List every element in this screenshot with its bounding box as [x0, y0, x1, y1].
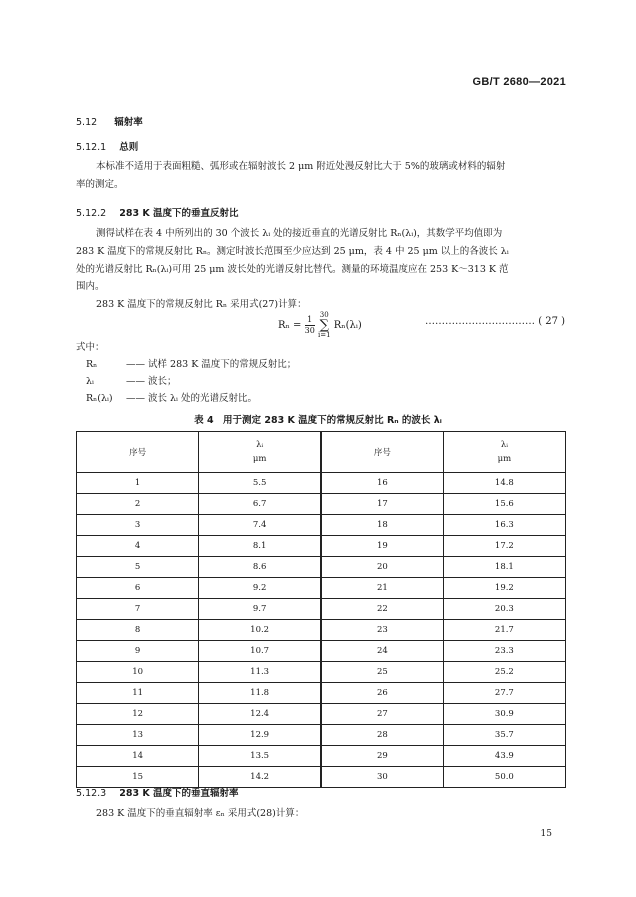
wavelength-cell: 13.5 — [199, 746, 321, 767]
seq-cell: 28 — [321, 725, 443, 746]
header-seq-2: 序号 — [321, 432, 443, 473]
section-title: 283 K 温度下的垂直辐射率 — [119, 788, 239, 799]
seq-cell: 6 — [77, 578, 199, 599]
wavelength-cell: 15.6 — [443, 494, 565, 515]
table-header-row — [77, 432, 566, 473]
seq-cell: 1 — [77, 473, 199, 494]
sum-upper-limit: 30 — [319, 311, 329, 319]
wavelength-cell: 21.7 — [443, 620, 565, 641]
wavelength-cell: 35.7 — [443, 725, 565, 746]
wavelength-cell: 10.2 — [199, 620, 321, 641]
header-lambda-unit: μm — [497, 454, 512, 464]
formula-lhs: Rₙ = — [278, 320, 302, 331]
page-number: 15 — [540, 829, 552, 839]
table-row — [77, 620, 566, 641]
wavelength-cell: 11.3 — [199, 662, 321, 683]
section-5-12-2-heading — [76, 205, 239, 219]
formula-27 — [278, 310, 362, 342]
wavelength-cell: 14.2 — [199, 767, 321, 788]
section-5-12-1-heading — [76, 139, 138, 153]
table-row — [77, 746, 566, 767]
wavelength-cell: 12.9 — [199, 725, 321, 746]
seq-cell: 23 — [321, 620, 443, 641]
wavelength-cell: 19.2 — [443, 578, 565, 599]
table-row — [77, 704, 566, 725]
table-4 — [76, 431, 566, 788]
wavelength-cell: 8.6 — [199, 557, 321, 578]
seq-cell: 8 — [77, 620, 199, 641]
section-5-12-heading — [76, 114, 143, 128]
header-lambda-unit: μm — [252, 454, 267, 464]
wavelength-cell: 14.8 — [443, 473, 565, 494]
formula-term: Rₙ(λᵢ) — [333, 320, 362, 331]
definition-rn-text: —— 试样 283 K 温度下的常规反射比； — [126, 359, 297, 370]
seq-cell: 20 — [321, 557, 443, 578]
seq-cell: 10 — [77, 662, 199, 683]
header-seq-1: 序号 — [77, 432, 199, 473]
header-lambda-1 — [199, 432, 321, 473]
seq-cell: 3 — [77, 515, 199, 536]
table-row — [77, 473, 566, 494]
table-row — [77, 557, 566, 578]
definition-lambda-symbol: λᵢ — [86, 376, 94, 387]
table-row — [77, 494, 566, 515]
seq-cell: 21 — [321, 578, 443, 599]
wavelength-cell: 12.4 — [199, 704, 321, 725]
emissivity-intro: 283 K 温度下的垂直辐射率 εₙ 采用式(28)计算： — [96, 808, 305, 819]
sum-sign: ∑ — [319, 318, 329, 333]
seq-cell: 29 — [321, 746, 443, 767]
seq-cell: 12 — [77, 704, 199, 725]
seq-cell: 18 — [321, 515, 443, 536]
wavelength-cell: 43.9 — [443, 746, 565, 767]
seq-cell: 13 — [77, 725, 199, 746]
definition-rn-symbol: Rₙ — [86, 359, 98, 370]
seq-cell: 30 — [321, 767, 443, 788]
formula-number: ( 27 ) — [538, 316, 566, 327]
formula-fraction — [305, 315, 315, 336]
header-lambda-2 — [443, 432, 565, 473]
table-row — [77, 515, 566, 536]
table-row — [77, 599, 566, 620]
table-row — [77, 725, 566, 746]
seq-cell: 27 — [321, 704, 443, 725]
section-number: 5.12.3 — [76, 788, 107, 799]
wavelength-cell: 17.2 — [443, 536, 565, 557]
wavelength-cell: 18.1 — [443, 557, 565, 578]
wavelength-cell: 50.0 — [443, 767, 565, 788]
wavelength-cell: 11.8 — [199, 683, 321, 704]
sum-lower-limit: i=1 — [317, 331, 331, 339]
table-row — [77, 536, 566, 557]
wavelength-cell: 16.3 — [443, 515, 565, 536]
seq-cell: 9 — [77, 641, 199, 662]
wavelength-cell: 7.4 — [199, 515, 321, 536]
table-4-caption: 表 4 用于测定 283 K 温度下的常规反射比 Rₙ 的波长 λᵢ — [194, 415, 442, 426]
table-row — [77, 578, 566, 599]
formula-intro: 283 K 温度下的常规反射比 Rₙ 采用式(27)计算： — [96, 299, 307, 310]
summation-symbol — [318, 312, 331, 339]
table-row — [77, 662, 566, 683]
standard-id: GB/T 2680—2021 — [472, 76, 566, 88]
seq-cell: 7 — [77, 599, 199, 620]
table-row — [77, 641, 566, 662]
wavelength-cell: 30.9 — [443, 704, 565, 725]
seq-cell: 26 — [321, 683, 443, 704]
wavelength-cell: 9.2 — [199, 578, 321, 599]
definition-spectral-text: —— 波长 λᵢ 处的光谱反射比。 — [126, 393, 257, 404]
seq-cell: 4 — [77, 536, 199, 557]
fraction-denominator: 30 — [304, 326, 315, 335]
seq-cell: 5 — [77, 557, 199, 578]
seq-cell: 17 — [321, 494, 443, 515]
section-title: 283 K 温度下的垂直反射比 — [119, 208, 239, 219]
table-row — [77, 683, 566, 704]
wavelength-cell: 5.5 — [199, 473, 321, 494]
fraction-numerator: 1 — [305, 315, 315, 326]
section-number: 5.12.2 — [76, 208, 107, 219]
wavelength-cell: 6.7 — [199, 494, 321, 515]
header-lambda-symbol: λᵢ — [500, 440, 508, 450]
reflect-paragraph-line4: 围内。 — [76, 281, 105, 292]
wavelength-cell: 20.3 — [443, 599, 565, 620]
seq-cell: 2 — [77, 494, 199, 515]
reflect-paragraph-line1: 测得试样在表 4 中所列出的 30 个波长 λᵢ 处的接近垂直的光谱反射比 Rₙ(λᵢ)，其数学平均值即为 — [96, 228, 503, 239]
leader-dots: …………………………… — [425, 316, 535, 327]
wavelength-cell: 9.7 — [199, 599, 321, 620]
seq-cell: 14 — [77, 746, 199, 767]
seq-cell: 11 — [77, 683, 199, 704]
reflect-paragraph-line3: 处的光谱反射比 Rₙ(λᵢ)可用 25 μm 波长处的光谱反射比替代。测量的环境温度应在 253 K～313 K 范 — [76, 264, 509, 275]
section-number: 5.12 — [76, 117, 98, 128]
definition-spectral-symbol: Rₙ(λᵢ) — [86, 393, 113, 404]
wavelength-cell: 27.7 — [443, 683, 565, 704]
seq-cell: 22 — [321, 599, 443, 620]
where-label: 式中： — [76, 342, 105, 353]
general-paragraph-line2: 率的测定。 — [76, 179, 124, 190]
seq-cell: 19 — [321, 536, 443, 557]
definition-lambda-text: —— 波长； — [126, 376, 177, 387]
wavelength-cell: 10.7 — [199, 641, 321, 662]
general-paragraph-line1: 本标准不适用于表面粗糙、弧形或在辐射波长 2 μm 附近处漫反射比大于 5%的玻璃或材料的辐射 — [96, 161, 506, 172]
seq-cell: 25 — [321, 662, 443, 683]
section-5-12-3-heading — [76, 785, 239, 799]
seq-cell: 16 — [321, 473, 443, 494]
section-title: 总则 — [119, 142, 139, 153]
wavelength-cell: 23.3 — [443, 641, 565, 662]
header-lambda-symbol: λᵢ — [256, 440, 264, 450]
section-title: 辐射率 — [114, 117, 143, 128]
wavelength-cell: 8.1 — [199, 536, 321, 557]
seq-cell: 15 — [77, 767, 199, 788]
wavelength-cell: 25.2 — [443, 662, 565, 683]
seq-cell: 24 — [321, 641, 443, 662]
reflect-paragraph-line2: 283 K 温度下的常规反射比 Rₙ。测定时波长范围至少应达到 25 μm，表 4 中 25 μm 以上的各波长 λᵢ — [76, 246, 509, 257]
formula-27-number-line — [425, 316, 565, 327]
section-number: 5.12.1 — [76, 142, 107, 153]
